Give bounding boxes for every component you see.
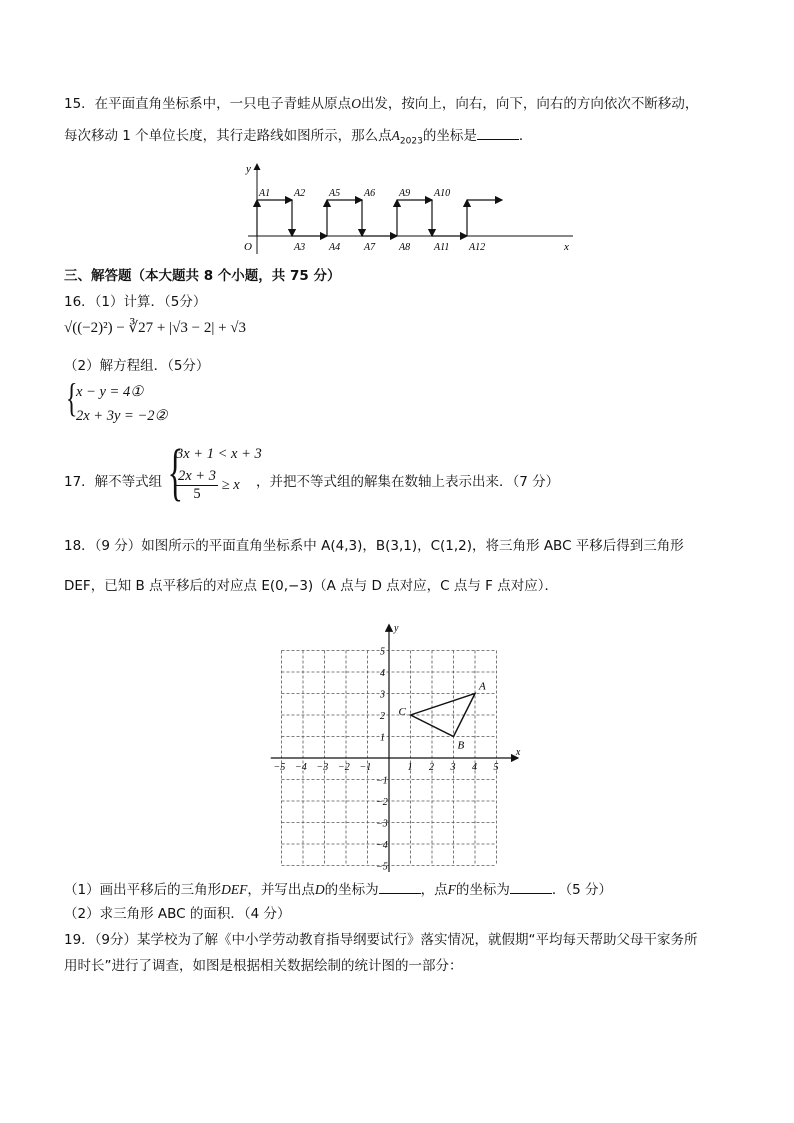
point-label-a2: A2 bbox=[294, 188, 306, 199]
x-axis-label: x bbox=[564, 241, 569, 253]
y-tick-label: 3 bbox=[380, 689, 385, 701]
point-label-a6: A6 bbox=[364, 188, 376, 199]
point-label-a3: A3 bbox=[294, 242, 306, 253]
vertex-label-b: B bbox=[457, 739, 465, 752]
q15-line2: 每次移动 1 个单位长度，其行走路线如图所示，那么点$A_{2023}$的坐标是 ． bbox=[64, 128, 533, 147]
y-tick-label: 5 bbox=[380, 646, 385, 658]
y-tick-label: 1 bbox=[380, 732, 385, 744]
q19-line2: 用时长”进行了调查，如图是根据相关数据绘制的统计图的一部分： bbox=[64, 958, 463, 974]
vertex-label-c: C bbox=[398, 706, 406, 718]
point-label-a10: A10 bbox=[434, 188, 451, 199]
frac-numerator: 2x + 3 bbox=[178, 468, 216, 484]
point-label-a7: A7 bbox=[364, 242, 376, 253]
q18-line1: 18．（9 分）如图所示的平面直角坐标系中 A(4,3)，B(3,1)，C(1,2)，将三角形 ABC 平移后得到三角形 bbox=[64, 538, 684, 554]
q16-eq2: 2x + 3y = −2② bbox=[76, 408, 168, 424]
system-brace: { bbox=[65, 375, 78, 420]
y-axis-label: y bbox=[246, 163, 251, 175]
grid-x-label: x bbox=[515, 747, 521, 758]
x-tick-label: 2 bbox=[429, 762, 434, 773]
ineq2-rhs: ≥ x bbox=[221, 477, 240, 493]
point-label-a4: A4 bbox=[329, 242, 341, 253]
y-tick-label: −2 bbox=[376, 797, 388, 808]
point-label-a11: A11 bbox=[434, 242, 450, 253]
y-tick-label: 2 bbox=[380, 711, 385, 722]
answer-blank-f[interactable] bbox=[510, 881, 552, 894]
x-tick-label: 1 bbox=[407, 762, 413, 773]
q16-part1: 16．（1）计算．（5分） bbox=[64, 294, 207, 310]
vertex-label-a: A bbox=[479, 680, 486, 693]
x-tick-label: 4 bbox=[472, 762, 477, 773]
q16-expression: √((−2)²) − ∛27 + |√3 − 2| + √3 bbox=[64, 320, 247, 336]
q15-line1: 15．在平面直角坐标系中，一只电子青蛙从原点O出发，按向上，向右，向下，向右的方向依次不断移动， bbox=[64, 96, 699, 112]
x-tick-label: −5 bbox=[273, 762, 286, 773]
point-label-a1: A1 bbox=[259, 188, 271, 199]
q17-tail: ，并把不等式组的解集在数轴上表示出来．（7 分） bbox=[256, 474, 560, 490]
point-label-a8: A8 bbox=[399, 242, 411, 253]
y-tick-label: −5 bbox=[376, 861, 388, 873]
y-tick-label: −3 bbox=[376, 818, 388, 830]
y-tick-label: −1 bbox=[376, 775, 388, 787]
point-label-a9: A9 bbox=[399, 188, 411, 199]
q18-question1: （1）画出平移后的三角形DEF，并写出点D的坐标为 ，点F的坐标为 ．（5 分） bbox=[64, 882, 612, 898]
frac-denominator: 5 bbox=[193, 486, 201, 502]
q16-eq1: x − y = 4① bbox=[76, 384, 144, 400]
x-tick-label: −1 bbox=[359, 762, 372, 773]
point-label-a5: A5 bbox=[329, 188, 341, 199]
q16-part2: （2）解方程组．（5分） bbox=[64, 358, 210, 374]
answer-blank-d[interactable] bbox=[379, 881, 421, 894]
origin-label: O bbox=[244, 241, 252, 253]
coordinate-grid-figure bbox=[272, 616, 530, 873]
q17-ineq1: 3x + 1 < x + 3 bbox=[176, 446, 262, 462]
x-tick-label: −3 bbox=[316, 762, 329, 773]
q18-line2: DEF，已知 B 点平移后的对应点 E(0,−3)（A 点与 D 点对应，C 点与 F 点对应）． bbox=[64, 578, 558, 594]
x-tick-label: −4 bbox=[295, 762, 307, 773]
y-tick-label: 4 bbox=[380, 668, 385, 679]
x-tick-label: 3 bbox=[450, 762, 456, 773]
x-tick-label: −2 bbox=[338, 762, 350, 773]
q17-brace: { bbox=[167, 436, 184, 507]
point-label-a12: A12 bbox=[469, 242, 486, 253]
q17-fraction bbox=[176, 468, 240, 503]
q17-lead: 17．解不等式组 bbox=[64, 474, 163, 490]
frog-path-figure bbox=[228, 158, 574, 258]
x-tick-label: 5 bbox=[493, 762, 499, 773]
section-heading: 三、解答题（本大题共 8 个小题，共 75 分） bbox=[64, 268, 341, 284]
grid-y-label: y bbox=[394, 623, 399, 635]
answer-blank[interactable] bbox=[477, 127, 519, 140]
y-tick-label: −4 bbox=[376, 840, 388, 851]
q18-question2: （2）求三角形 ABC 的面积．（4 分） bbox=[64, 906, 291, 922]
q19-line1: 19．（9分）某学校为了解《中小学劳动教育指导纲要试行》落实情况，就假期“平均每天帮助父母干家务所 bbox=[64, 932, 698, 948]
